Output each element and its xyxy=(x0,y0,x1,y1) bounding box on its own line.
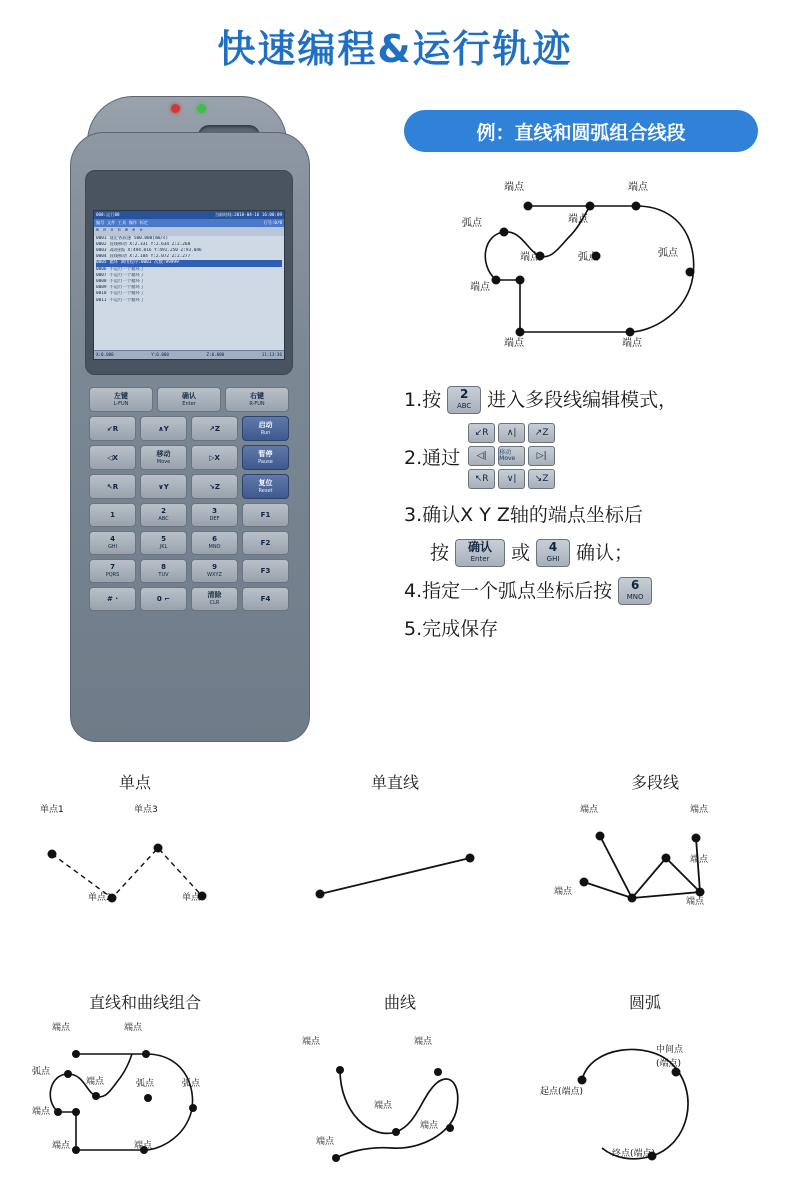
cell-single-line xyxy=(290,770,500,920)
cell-polyline-figure xyxy=(550,796,760,916)
point-label: 端点 xyxy=(686,897,705,907)
key-main-label: ▷X xyxy=(209,453,220,462)
point-label: 端点 xyxy=(124,1023,143,1033)
cell-curve xyxy=(300,990,500,1190)
pt-4 xyxy=(92,1092,100,1100)
pendant-key-◁x[interactable] xyxy=(89,445,136,470)
key-main-label: 左键 xyxy=(114,391,128,400)
pendant-key-l-fun[interactable] xyxy=(89,387,153,412)
cell-single-point-caption: 单点 xyxy=(118,773,151,792)
key-main-label: F2 xyxy=(260,539,271,547)
key-main-label: 移动 xyxy=(156,449,171,458)
point-label: 端点 xyxy=(52,1023,71,1033)
screen-toolbar-icons[interactable]: ⊞ ⊡ ⊙ ⊟ ⊠ ⊕ ⊘ xyxy=(94,227,284,235)
screen-title-right: 当前时间:2018-04-16 16:00:09 xyxy=(214,212,282,217)
point-label: 端点 xyxy=(420,1121,439,1131)
key-sub-label: TUV xyxy=(158,572,169,578)
point-label: 单点3 xyxy=(134,805,158,815)
pendant-key-mno[interactable] xyxy=(191,531,238,555)
pendant-key-1[interactable] xyxy=(89,503,136,527)
point-label: 端点 xyxy=(568,214,588,225)
cell4-labels xyxy=(302,1035,439,1147)
arrow-key-up-left-r[interactable]: ↙R xyxy=(468,423,495,443)
program-line[interactable]: 0002 直线移动 X:2.331 Y:2.634 Z:2.268 xyxy=(96,241,191,247)
point-end-5 xyxy=(516,276,525,285)
arrow-key-right[interactable]: ▷| xyxy=(528,446,555,466)
step-1-index: 1. xyxy=(404,389,423,411)
cell5-labels xyxy=(540,1043,684,1159)
pendant-key-reset[interactable] xyxy=(242,474,289,499)
example-trajectory-diagram xyxy=(400,160,766,375)
step-2 xyxy=(404,423,776,492)
program-line[interactable]: 0009 不运行一个循环了 xyxy=(96,285,145,291)
arrow-key-down-left-r[interactable]: ↖R xyxy=(468,469,495,489)
step-3 xyxy=(404,500,776,530)
pendant-keypad[interactable] xyxy=(89,387,289,615)
pendant-key-f4[interactable] xyxy=(242,587,289,611)
arrowpad-row-1 xyxy=(468,423,555,443)
cpt-4 xyxy=(446,1124,454,1132)
program-line[interactable]: 0011 不运行一个循环了 xyxy=(96,297,145,303)
step-5-text: 完成保存 xyxy=(422,618,499,640)
key-main-label: F4 xyxy=(260,595,271,603)
arrow-key-up[interactable]: ∧| xyxy=(498,423,525,443)
key-main-label: 暂停 xyxy=(258,449,273,458)
pendant-key-r-fun[interactable] xyxy=(225,387,289,412)
point-end-7 xyxy=(626,328,635,337)
key-main-label: ↙R xyxy=(106,424,119,433)
key-main-label: 7 xyxy=(110,563,115,571)
key-main-label: 5 xyxy=(161,535,166,543)
point-label: 端点 xyxy=(134,1141,153,1151)
key-4-main: 4 xyxy=(548,540,558,554)
key-main-label: ◁X xyxy=(107,453,118,462)
point-label: 端点 xyxy=(520,252,540,263)
pt-9 xyxy=(72,1146,80,1154)
key-main-label: 9 xyxy=(212,563,217,571)
arrow-key-down[interactable]: ∨| xyxy=(498,469,525,489)
key-enter-sub: Enter xyxy=(470,555,490,563)
pt-1 xyxy=(72,1050,80,1058)
step-5 xyxy=(404,614,776,644)
cell-arc-caption: 圆弧 xyxy=(628,993,661,1012)
program-line[interactable]: 0003 3段圆弧 X:494.816 Y:491.250 Z:93.046 xyxy=(96,248,202,254)
cell-line-curve-figure xyxy=(30,1016,260,1181)
point-label: 弧点 xyxy=(182,1079,201,1089)
point-d xyxy=(580,878,589,887)
pt-3 xyxy=(54,1108,62,1116)
pt-6 xyxy=(144,1094,152,1102)
key-main-label: 6 xyxy=(212,535,217,543)
key-sub-label: JKL xyxy=(159,544,168,550)
point-e xyxy=(628,894,637,903)
step-4-index: 4. xyxy=(404,580,423,602)
key-sub-label: PQRS xyxy=(105,572,120,578)
key-4-ghi[interactable] xyxy=(536,539,570,567)
key-main-label: 2 xyxy=(161,507,166,515)
cell-arc-figure xyxy=(540,1016,750,1181)
keypad-row xyxy=(89,559,289,583)
keypad-row xyxy=(89,503,289,527)
pt-7 xyxy=(189,1104,197,1112)
point-end-6 xyxy=(516,328,525,337)
point-label: 弧点 xyxy=(658,248,678,259)
cell3-labels xyxy=(32,1021,201,1151)
keypad-row xyxy=(89,531,289,555)
screen-menu-items[interactable]: 编号 文件 工具 操作 标定 xyxy=(96,220,148,226)
example-banner: 例：直线和圆弧组合线段 xyxy=(404,110,758,152)
pendant-key-abc[interactable] xyxy=(140,503,187,527)
pendant-key-f3[interactable] xyxy=(242,559,289,583)
cell-line-curve-caption: 直线和曲线组合 xyxy=(88,993,201,1012)
cpt-2 xyxy=(434,1068,442,1076)
page-title: 快速编程&运行轨迹 xyxy=(217,27,573,71)
cell-polyline xyxy=(550,770,760,920)
pendant-key-∧y[interactable] xyxy=(140,416,187,441)
key-4-sub: GHI xyxy=(546,555,560,563)
cell2-labels xyxy=(554,803,709,907)
pendant-key-↖r[interactable] xyxy=(89,474,136,499)
program-line[interactable]: 0006 不运行一个循环了 xyxy=(96,266,145,272)
pendant-key-enter[interactable] xyxy=(157,387,221,412)
keypad-row xyxy=(89,387,289,412)
cell-arc xyxy=(540,990,750,1190)
status-x: X:0.000 xyxy=(96,351,114,357)
point-end-3 xyxy=(586,202,595,211)
key-sub-label: GHI xyxy=(107,544,118,550)
key-6-main: 6 xyxy=(630,578,640,592)
pendant-key-pqrs[interactable] xyxy=(89,559,136,583)
key-main-label: ↖R xyxy=(106,482,119,491)
point-label: 端点 xyxy=(86,1077,105,1087)
keypad-row xyxy=(89,474,289,499)
key-main-label: ↗Z xyxy=(209,424,220,433)
key-6-sub: MNO xyxy=(626,593,644,601)
arrow-key-down-right-z[interactable]: ↘Z xyxy=(528,469,555,489)
power-led-red xyxy=(171,104,180,113)
key-sub-label: Run xyxy=(260,429,271,436)
key-enter-main: 确认 xyxy=(468,540,493,554)
pendant-screen[interactable] xyxy=(93,210,285,360)
key-main-label: 3 xyxy=(212,507,217,515)
point-arc-4 xyxy=(686,268,695,277)
cell-single-line-caption: 单直线 xyxy=(370,773,419,792)
pendant-key-run[interactable] xyxy=(242,416,289,441)
step-2-index: 2. xyxy=(404,446,423,469)
line-start-point xyxy=(316,890,325,899)
point-end-2 xyxy=(632,202,641,211)
key-sub-label: Pause xyxy=(258,458,273,465)
key-2-sub: ABC xyxy=(456,402,472,410)
point-label: 单点4 xyxy=(182,893,206,903)
program-line[interactable]: 0008 不运行一个循环了 xyxy=(96,279,145,285)
pendant-key-0-⌐[interactable] xyxy=(140,587,187,611)
point-label: 端点 xyxy=(628,182,648,193)
key-sub-label: WXYZ xyxy=(207,572,222,578)
instruction-steps xyxy=(404,385,776,652)
key-sub-label: CLR xyxy=(209,600,220,606)
program-line[interactable]: 0010 不运行一个循环了 xyxy=(96,291,145,297)
pendant-key-pause[interactable] xyxy=(242,445,289,470)
pt-2 xyxy=(142,1050,150,1058)
cpt-5 xyxy=(332,1154,340,1162)
screen-statusbar xyxy=(94,350,284,359)
screen-title-left: 000:运行00 xyxy=(96,212,120,217)
key-main-label: 确认 xyxy=(182,391,196,400)
key-sub-label: R-FUN xyxy=(249,400,265,407)
point-f xyxy=(696,888,705,897)
pendant-key-ghi[interactable] xyxy=(89,531,136,555)
point-label: 端点 xyxy=(690,805,709,815)
keypad-row xyxy=(89,445,289,470)
point-c xyxy=(662,854,671,863)
key-main-label: 启动 xyxy=(258,420,273,429)
point-label: 单点1 xyxy=(40,805,64,815)
step-3b-text-before: 按 xyxy=(430,542,450,564)
cell-single-line-figure xyxy=(290,796,500,916)
status-time: 11:13:36 xyxy=(261,351,282,357)
point-label: 起点(端点) xyxy=(540,1087,584,1097)
key-sub-label: DEF xyxy=(209,516,220,522)
curve-path xyxy=(336,1070,458,1158)
key-enter[interactable] xyxy=(455,539,505,567)
status-y: Y:0.000 xyxy=(151,351,169,357)
direction-keypad[interactable] xyxy=(468,423,555,492)
screen-line-number: 行号:0/0 xyxy=(263,220,282,226)
point-label: 端点 xyxy=(622,338,642,349)
point-label: (端点) xyxy=(656,1059,682,1069)
keypad-row xyxy=(89,416,289,441)
cell-line-curve-combo xyxy=(30,990,260,1190)
cell-polyline-caption: 多段线 xyxy=(630,773,679,792)
pt-8 xyxy=(72,1108,80,1116)
arc-start-point xyxy=(578,1076,587,1085)
key-sub-label: MNO xyxy=(208,544,221,550)
pendant-key-tuv[interactable] xyxy=(140,559,187,583)
point-label: 弧点 xyxy=(462,218,482,229)
step-4-text: 指定一个弧点坐标后按 xyxy=(422,580,613,602)
status-z: Z:0.000 xyxy=(206,351,225,357)
point-label: 端点 xyxy=(690,855,709,865)
key-2-main: 2 xyxy=(459,387,469,401)
point-label: 中间点 xyxy=(656,1045,684,1055)
key-sub-label: Move xyxy=(156,458,171,465)
pendant-key-↙r[interactable] xyxy=(89,416,136,441)
point-label: 端点 xyxy=(316,1137,335,1147)
key-main-label: 右键 xyxy=(250,391,264,400)
pendant-key-jkl[interactable] xyxy=(140,531,187,555)
key-main-label: F1 xyxy=(260,511,271,519)
screen-titlebar xyxy=(94,211,284,219)
program-line[interactable]: 0004 直线移动 X:2.104 Y:2.072 Z:2.277 xyxy=(96,254,191,260)
step-5-index: 5. xyxy=(404,618,423,640)
point-label: 终点(端点) xyxy=(612,1149,656,1159)
cpt-3 xyxy=(392,1128,400,1136)
key-main-label: 8 xyxy=(161,563,166,571)
dashed-path xyxy=(52,848,202,898)
step-3-text: 确认X Y Z轴的端点坐标后 xyxy=(422,504,643,526)
cell0-labels xyxy=(40,803,206,903)
key-main-label: 清除 xyxy=(207,591,222,599)
pendant-key-↘z[interactable] xyxy=(191,474,238,499)
step-1-text-after: 进入多段线编辑模式， xyxy=(487,389,678,411)
point-label: 端点 xyxy=(504,182,524,193)
point-label: 端点 xyxy=(52,1141,71,1151)
arrowpad-row-2 xyxy=(468,446,555,466)
key-main-label: 复位 xyxy=(258,478,273,487)
cell-curve-figure xyxy=(300,1016,500,1181)
cpt-1 xyxy=(336,1066,344,1074)
pendant-key-↗z[interactable] xyxy=(191,416,238,441)
arrowpad-row-3 xyxy=(468,469,555,489)
key-main-label: ∨Y xyxy=(158,482,169,491)
point-label: 端点 xyxy=(470,282,490,293)
step-2-text-before: 通过 xyxy=(422,446,461,469)
point-label: 端点 xyxy=(580,805,599,815)
step-3b xyxy=(404,538,776,568)
point-label: 单点2 xyxy=(88,893,112,903)
cell-single-point-figure xyxy=(30,796,240,916)
status-led-green xyxy=(197,104,206,113)
key-main-label: 4 xyxy=(110,535,115,543)
point-label: 端点 xyxy=(414,1037,433,1047)
key-sub-label: Enter xyxy=(182,400,196,407)
point-label: 端点 xyxy=(504,338,524,349)
key-main-label: ∧Y xyxy=(158,424,169,433)
cell-single-point xyxy=(30,770,240,920)
key-main-label: 0 ⌐ xyxy=(156,595,171,603)
program-line[interactable]: 0001 设定各段速 500.000(mm/s) xyxy=(96,235,169,241)
line-end-point xyxy=(466,854,475,863)
pendant-key-wxyz[interactable] xyxy=(191,559,238,583)
point-arc-2 xyxy=(500,228,509,237)
point-a xyxy=(596,832,605,841)
arrow-key-up-right-z[interactable]: ↗Z xyxy=(528,423,555,443)
polyline-path-a xyxy=(600,836,700,898)
step-1-text-before: 按 xyxy=(422,389,442,411)
key-main-label: 1 xyxy=(110,511,115,519)
screen-menubar[interactable] xyxy=(94,219,284,227)
program-line[interactable]: 0005 循环 调用程序:0001 次数:99999 xyxy=(96,260,282,266)
step-3b-text-after: 确认； xyxy=(576,542,634,564)
pendant-key-f2[interactable] xyxy=(242,531,289,555)
step-3b-text-mid: 或 xyxy=(511,542,531,564)
point-label: 弧点 xyxy=(578,252,598,263)
step-4 xyxy=(404,576,776,606)
pendant-key-▷x[interactable] xyxy=(191,445,238,470)
point-end-1 xyxy=(524,202,533,211)
pendant-key-clr[interactable] xyxy=(191,587,238,611)
arrow-key-left[interactable]: ◁| xyxy=(468,446,495,466)
cell-curve-caption: 曲线 xyxy=(383,993,416,1012)
pendant-key-def[interactable] xyxy=(191,503,238,527)
program-line[interactable]: 0007 不运行一个循环了 xyxy=(96,272,145,278)
point-3 xyxy=(154,844,163,853)
point-label: 端点 xyxy=(32,1107,51,1117)
key-sub-label: L-FUN xyxy=(113,400,129,407)
key-sub-label: Reset xyxy=(258,487,273,494)
point-b xyxy=(692,834,701,843)
key-main-label: F3 xyxy=(260,567,271,575)
key-main-label: ↘Z xyxy=(209,482,220,491)
pendant-key-#-·[interactable] xyxy=(89,587,136,611)
keypad-row xyxy=(89,587,289,611)
point-label: 弧点 xyxy=(32,1067,51,1077)
key-2-abc[interactable] xyxy=(447,386,481,414)
trajectory-type-gallery xyxy=(0,770,790,1200)
point-label: 弧点 xyxy=(136,1079,155,1089)
key-main-label: # · xyxy=(107,595,118,603)
point-arc-1 xyxy=(492,276,501,285)
program-list[interactable] xyxy=(94,236,284,304)
point-1 xyxy=(48,850,57,859)
point-label: 端点 xyxy=(554,887,573,897)
pt-5 xyxy=(64,1070,72,1078)
pendant-key-f1[interactable] xyxy=(242,503,289,527)
line-segment xyxy=(320,858,470,894)
key-sub-label: ABC xyxy=(158,516,169,522)
key-6-mno[interactable] xyxy=(618,577,652,605)
point-label: 端点 xyxy=(302,1037,321,1047)
pendant-key-∨y[interactable] xyxy=(140,474,187,499)
move-key[interactable]: 移动 Move xyxy=(498,446,525,466)
step-1 xyxy=(404,385,776,415)
path-outer xyxy=(496,206,694,332)
teach-pendant xyxy=(45,92,335,742)
point-label: 端点 xyxy=(374,1101,393,1111)
step-3-index: 3. xyxy=(404,504,423,526)
polyline-path-b xyxy=(584,858,700,898)
pendant-key-move[interactable] xyxy=(140,445,187,470)
